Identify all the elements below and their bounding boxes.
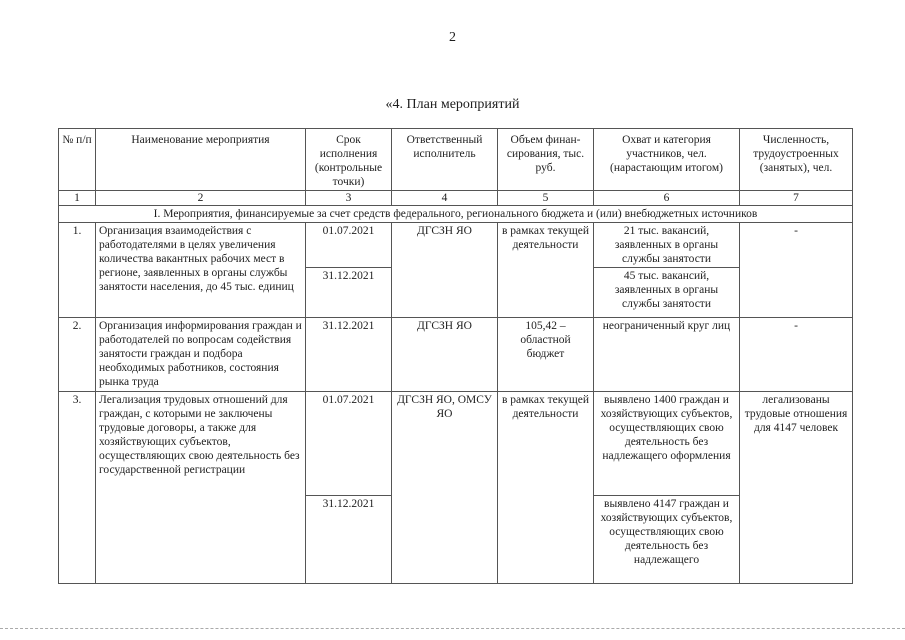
row-number: 1. (59, 223, 96, 318)
header-cell-name: Наименование мероприятия (96, 129, 306, 191)
column-number: 3 (306, 191, 392, 206)
plan-table (58, 128, 853, 584)
table-row (59, 223, 853, 268)
funding-cell: в рамках текущей деятельности (498, 392, 594, 584)
employed-cell: - (740, 318, 853, 392)
section-row (59, 206, 853, 223)
deadline-cell: 31.12.2021 (306, 496, 392, 584)
column-number: 7 (740, 191, 853, 206)
executor-cell: ДГСЗН ЯО (392, 223, 498, 318)
column-number: 5 (498, 191, 594, 206)
funding-cell: 105,42 – областной бюджет (498, 318, 594, 392)
employed-cell: легализованы трудовые отношения для 4147 человек (740, 392, 853, 584)
deadline-cell: 31.12.2021 (306, 268, 392, 318)
header-cell-num: № п/п (59, 129, 96, 191)
coverage-cell: 45 тыс. вакансий, заявленных в органы службы занятости (594, 268, 740, 318)
coverage-cell: неограниченный круг лиц (594, 318, 740, 392)
executor-cell: ДГСЗН ЯО (392, 318, 498, 392)
coverage-cell: 21 тыс. вакансий, заявленных в органы службы занятости (594, 223, 740, 268)
column-number: 1 (59, 191, 96, 206)
deadline-cell: 01.07.2021 (306, 392, 392, 496)
funding-cell: в рамках текущей деятельности (498, 223, 594, 318)
table-row (59, 392, 853, 496)
header-cell-coverage: Охват и категория участников, чел. (нарастающим итогом) (594, 129, 740, 191)
section-title: I. Мероприятия, финансируемые за счет средств федерального, регионального бюджета и (или) внебюджетных источников (59, 206, 853, 223)
column-number: 2 (96, 191, 306, 206)
column-number: 4 (392, 191, 498, 206)
deadline-cell: 31.12.2021 (306, 318, 392, 392)
activity-name: Организация взаимодействия с работодателями в целях увеличения количества вакантных рабочих мест в регионе, заявленных в органы службы занятости населения, до 45 тыс. единиц (96, 223, 306, 318)
document-title: «4. План мероприятий (385, 97, 520, 112)
column-number: 6 (594, 191, 740, 206)
executor-cell: ДГСЗН ЯО, ОМСУ ЯО (392, 392, 498, 584)
page-number: 2 (449, 30, 456, 45)
employed-cell: - (740, 223, 853, 318)
coverage-cell: выявлено 1400 граждан и хозяйствующих субъектов, осуществляющих свою деятельность без надлежащего оформления (594, 392, 740, 496)
coverage-cell: выявлено 4147 граждан и хозяйствующих субъектов, осуществляющих свою деятельность без надлежащего (594, 496, 740, 584)
table-row (59, 318, 853, 392)
column-numbers-row (59, 191, 853, 206)
row-number: 2. (59, 318, 96, 392)
header-cell-deadline: Срок исполнения (контрольные точки) (306, 129, 392, 191)
header-cell-employed: Численность, трудоустроенных (занятых), чел. (740, 129, 853, 191)
page-bottom-rule (0, 628, 905, 629)
header-cell-funding: Объем финан-сирования, тыс. руб. (498, 129, 594, 191)
activity-name: Организация информирования граждан и работодателей по вопросам содействия занятости граждан и подбора необходимых работников, состояния рынка труда (96, 318, 306, 392)
header-row (59, 129, 853, 191)
activity-name: Легализация трудовых отношений для граждан, с которыми не заключены трудовые договоры, а также для хозяйствующих субъектов, осуществляющих свою деятельность без государственной регистрации (96, 392, 306, 584)
row-number: 3. (59, 392, 96, 584)
deadline-cell: 01.07.2021 (306, 223, 392, 268)
header-cell-executor: Ответственный исполнитель (392, 129, 498, 191)
